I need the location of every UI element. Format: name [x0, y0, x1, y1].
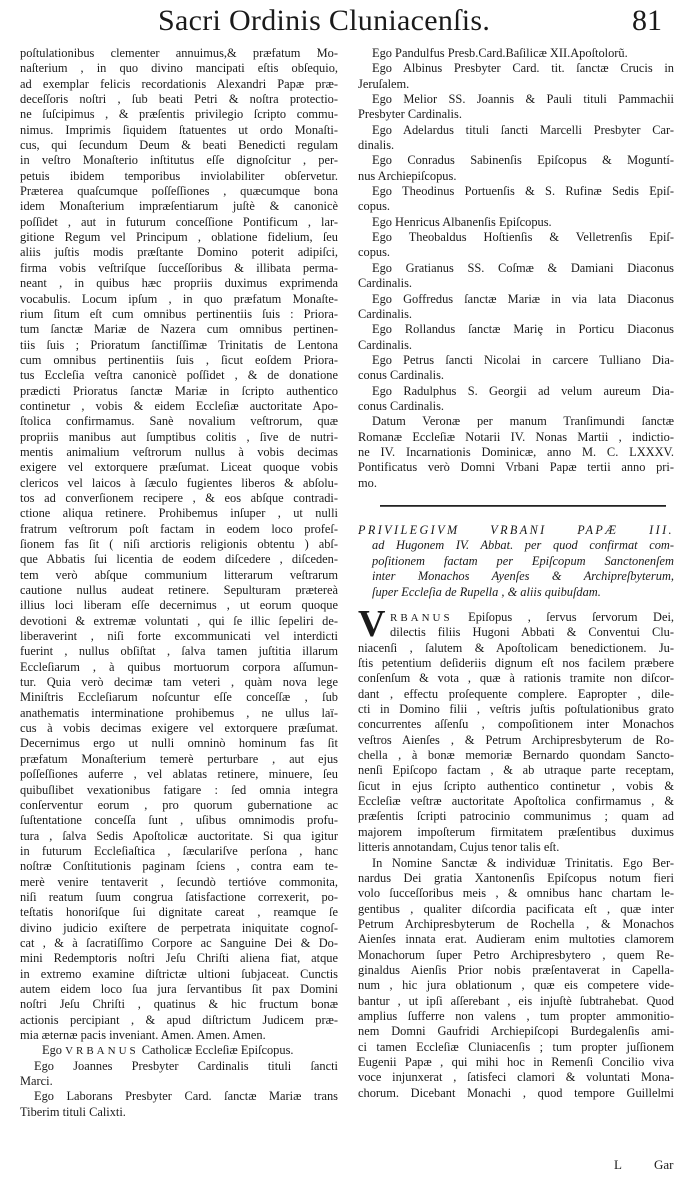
body-line: mia æternæ pacis inveniant. Amen. Amen. Amen.: [20, 1028, 266, 1042]
heading-line: ſuper Eccleſia de Rupella , & aliis quibuſdam.: [372, 584, 601, 599]
body-line: tus Eccleſia veſtra canonicè poſſidet , & de donatione: [20, 368, 338, 383]
signature-line: Ego Theobaldus Hoſtienſis & Velletrenſis Epiſ-: [372, 230, 674, 245]
heading-line: poſitionem factam per Epiſcopum Sanctonenſem: [372, 553, 674, 568]
signature-line: Ego Gratianus SS. Coſmæ & Damiani Diaconus: [372, 260, 674, 275]
body-line: Eccleſiæ veſtræ auctoritate Apoſtolica confirmamus , &: [358, 794, 674, 809]
signature-laborans-cont: Tiberim tituli Calixti.: [20, 1104, 126, 1119]
signature-line-cont: copus.: [358, 199, 391, 214]
body-line: chorum. Dicebant Monachi , quod tempore Guillelmi: [358, 1085, 674, 1100]
body-line: fratrum veſtrorum poſt factam in eodem loco profeſ-: [20, 521, 338, 536]
body-line: tos ad converſionem recipere , & eos abſque contradi-: [20, 490, 338, 505]
body-line: ad exemplar felicis recordationis Alexandri Papæ præ-: [20, 76, 338, 91]
para2-first-line: In Nomine Sanctæ & individuæ Trinitatis. Ego Ber-: [372, 855, 674, 870]
body-line: nimus. Imprimis ſiquidem ſtatuentes ut ordo Monaſti-: [20, 122, 338, 137]
body-line: poſſidet , aut in futurum conceſſione Pontificum , lar-: [20, 214, 338, 229]
body-line: volo ſucceſſoribus meis , & omnibus hanc chartam le-: [358, 886, 674, 901]
body-line: litteris annotandam, Cujus tenor talis eſt.: [358, 840, 560, 855]
body-line: illius loci liberam eſſe decernimus , ut eorum quoque: [20, 598, 338, 613]
body-line: ginaldus Aienſis Prior nobis præſentaverat in Capella-: [358, 962, 674, 977]
signature-line-cont: copus.: [358, 245, 391, 260]
body-first-line: [358, 610, 674, 625]
section-divider: [380, 505, 666, 507]
page-number: 81: [632, 4, 662, 37]
datum-paragraph: [358, 414, 674, 491]
body-line: neant , in quibus hæc propriis duximus exprimenda: [20, 276, 338, 291]
heading-line: inter Monachos Ayenſes & Archipreſbyterum,: [372, 569, 674, 584]
signature-line: Ego Rollandus ſanctæ Mariȩ in Porticu Diaconus: [372, 322, 674, 337]
body-line: veſtros Aienſes , & Petrum Archipresbyterum de Ro-: [358, 732, 674, 747]
body-line: mentis animalium veſtrorum nullus à vobis decimas: [20, 444, 338, 459]
left-column: [20, 46, 338, 1120]
body-line: vocabulis. Locum ipſum , in quo præfatum Monaſte-: [20, 291, 338, 306]
body-line: firma vobis veſtriſque ſucceſſoribus & illibata perma-: [20, 260, 338, 275]
body-line: gentibus , qualiter diſcordia pacificata eſt , quæ inter: [358, 901, 674, 916]
body-line: ci tamen Eccleſiæ Cluniacenſis ; tum propter juſſionem: [358, 1039, 674, 1054]
left-body-text: [20, 46, 338, 1043]
body-line: continetur , vobis & eidem Eccleſiæ auctoritate Apo-: [20, 398, 338, 413]
body-line: idem Monaſterium impræſentiarum juſtè & canonicè: [20, 199, 338, 214]
body-line: ſuſtentatione conceſſa ſunt , uſibus omnimodis profu-: [20, 813, 338, 828]
body-line: que Abbatis ſui licentia de eodem diſcedere , diſceden-: [20, 552, 338, 567]
body-line: rium ſitum eſt cum omnibus pertinentiis ſuis : Priora-: [20, 306, 338, 321]
signature-line-cont: Presbyter Cardinalis.: [358, 107, 462, 122]
body-line: Decernimus ergo ut nulli omninò hominum fas ſit: [20, 736, 338, 751]
first-line-rest: Epiſopus , ſervus ſervorum Dei,: [452, 610, 674, 624]
signature-urbanus: [20, 1043, 338, 1058]
body-line: autem eidem loco ſua jura ſervantibus ſit pax Domini: [20, 981, 338, 996]
body-line: ne ſuſcipimus , & præſentis privilegio ſcripto commu-: [20, 107, 338, 122]
body-line: præſentis ſcripti patrocinio communimus ; quam ad: [358, 809, 674, 824]
body-line: tum ſanctæ Mariæ de Nazera cum omnibus pertinen-: [20, 322, 338, 337]
body-line: cus à vobis decimas exigere vel extorquere præſumat.: [20, 721, 338, 736]
signature-line: Ego Theodinus Portuenſis & S. Rufinæ Sedis Epiſ-: [372, 184, 674, 199]
body-line: noſtræ Conſtitutionis paginam ſciens , contra eam te-: [20, 859, 338, 874]
body-line: chella , à bonæ memoriæ Bernardo quondam Sancto-: [358, 748, 674, 763]
cardinal-signatures: [358, 46, 674, 414]
body-line: tur. Quia verò decimæ tam veteri , quàm nova lege: [20, 675, 338, 690]
body-line: aliis juſtis modis præſtante Domino poterit adipiſci,: [20, 245, 338, 260]
body-line: ſicut in ejus ſcripto authentico continetur , vobis &: [358, 778, 674, 793]
body-line: nenſi Epiſcopo factam , & ab utraque parte receptam,: [358, 763, 674, 778]
caps-text: RBANUS: [390, 612, 453, 624]
page-header: [0, 4, 694, 44]
body-line: cautione nullus audeat retinere. Sepulturam prætereà: [20, 583, 338, 598]
heading-title: PRIVILEGIVM VRBANI PAPÆ III.: [358, 522, 674, 537]
body-line: deceſſoris noſtri , ſub beati Petri & noſtra protectio-: [20, 92, 338, 107]
drop-cap: V: [358, 603, 386, 645]
body-line: præfatum Monaſterium temerè perturbare , aut ejus: [20, 751, 338, 766]
signature-line-cont: conus Cardinalis.: [358, 368, 445, 383]
body-line: anathematis interminatione prohibemus , ne ullus laï-: [20, 705, 338, 720]
body-line: Miniſtris Eccleſiarum noſcuntur eſſe conceſſæ , ſub: [20, 690, 338, 705]
body-line: poſſeſſiones auferre , vel ablatas retinere, minuere, ſeu: [20, 767, 338, 782]
signature-line-cont: nus Archiepiſcopus.: [358, 168, 457, 183]
running-title: Sacri Ordinis Cluniacenſis.: [158, 4, 491, 37]
body-line: in veſtro Monaſterio inſtitutus eſſe dignoſcitur , per-: [20, 153, 338, 168]
catchword: Gar: [654, 1157, 674, 1172]
signature-joannes-cont: Marci.: [20, 1074, 53, 1089]
signature-line: Ego Goffredus ſanctæ Mariæ in via lata Diaconus: [372, 291, 674, 306]
body-line: merè venire tentaverit , ſecundò tertióve commonita,: [20, 874, 338, 889]
body-line: cus, qui ſecundum Deum & beati Benedicti regulam: [20, 138, 338, 153]
body-line: concurrentes aſſenſu , compoſitionem inter Monachos: [358, 717, 674, 732]
body-line: num , hic jura oblationum , quæ eis competere vide-: [358, 978, 674, 993]
body-line: niſi reatum ſuum congrua ſatisfactione correxerit, po-: [20, 889, 338, 904]
heading-line: ad Hugonem IV. Abbat. per quod confirmat com-: [372, 538, 674, 553]
body-second-line: dilectis filiis Hugoni Abbati & Conventui Clu-: [390, 625, 674, 640]
body-lines: [358, 641, 674, 856]
datum-line: ne IV. Incarnationis Dominicæ, anno M. C. LXXXV.: [358, 444, 674, 459]
privilege-body: [358, 603, 674, 1101]
signature-line-cont: Cardinalis.: [358, 276, 413, 291]
body-line: conſerventur eorum , pro quorum gubernatione ac: [20, 797, 338, 812]
body-line: Aienſes innata erat. Audieram enim multoties clamorem: [358, 932, 674, 947]
body-line: tem verò abſque communium litterarum veſtrarum: [20, 567, 338, 582]
body-line: dant , effectu proſequente complere. Eapropter , dile-: [358, 686, 674, 701]
signature-line: Ego Pandulfus Presb.Card.Baſilicæ XII.Apoſtolorũ.: [372, 46, 628, 60]
body-line: tura , ſalva Sedis Apoſtolicæ auctoritate. Si qua igitur: [20, 828, 338, 843]
datum-line: mo.: [358, 475, 377, 490]
body-line: ſtolica confirmamus. Sanè novalium veſtrorum, quæ: [20, 414, 338, 429]
signature-line-cont: Cardinalis.: [358, 337, 413, 352]
datum-line: Romanæ Eccleſiæ Notarii IV. Nonas Martii , indictio-: [358, 429, 674, 444]
signature-line-cont: conus Cardinalis.: [358, 398, 445, 413]
body-line: naſterium , in quo divino mancipati eſtis obſequio,: [20, 61, 338, 76]
body-line: prædicti Prioratus ſanctæ Mariæ in ſcripto authentico: [20, 383, 338, 398]
signature-line-cont: Jeruſalem.: [358, 76, 410, 91]
body-line: tiis ſuis ; Prioratum ſanctiſſimæ Trinitatis de Lentona: [20, 337, 338, 352]
signature-name: VRBANUS: [65, 1045, 139, 1058]
body-line: cum omnibus pertinentiis ſuis , ſicut eoſdem Priora-: [20, 352, 338, 367]
body-line: amplius ſufferre non valens , tum propter ammonitio-: [358, 1008, 674, 1023]
body-line: in futurum Eccleſiaſtica , ſæculariſve perſona , hanc: [20, 843, 338, 858]
section-heading: [358, 523, 674, 600]
body-line: actionis percipiant , & apud diſtrictum Judicem præ-: [20, 1012, 338, 1027]
signature-line: Ego Henricus Albanenſis Epiſcopus.: [372, 214, 552, 229]
body-line: Eugenii Papæ , qui mihi hoc in Remenſi Concilio viva: [358, 1054, 674, 1069]
para2-lines: [358, 871, 674, 1101]
signature-line: Ego Conradus Sabinenſis Epiſcopus & Moguntí-: [372, 153, 674, 168]
body-line: Eccleſiarum , à quibus mortuorum corpora aſſumun-: [20, 659, 338, 674]
datum-line: Datum Veronæ per manum Tranſimundi ſanctæ: [372, 414, 674, 429]
body-line: Petrum Archipresbyterum de Rochella , & Monachos: [358, 916, 674, 931]
signature-rest: Catholicæ Eccleſiæ Epiſcopus.: [138, 1043, 294, 1058]
signature-line: Ego Albinus Presbyter Card. tit. ſanctæ Crucis in: [372, 61, 674, 76]
signature-line-cont: dinalis.: [358, 138, 395, 153]
body-line: niacenſi , ſalutem & Apoſtolicam benedictionem. Ju-: [358, 640, 674, 655]
signature-joannes: Ego Joannes Presbyter Cardinalis tituli ſancti: [34, 1058, 338, 1073]
body-line: voce injunxerat , ſatisfeci clamori & voluntati Mona-: [358, 1070, 674, 1085]
body-line: conſenſum & vota , quæ à rationis tramite non diſcor-: [358, 671, 674, 686]
body-line: petuis ibidem temporibus inviolabiliter obſervetur.: [20, 168, 338, 183]
body-line: exigere vel extorquere præſumat. Liceat quoque vobis: [20, 460, 338, 475]
body-line: in extremo examine diſtrictæ ultioni ſubjaceat. Cunctis: [20, 966, 338, 981]
body-line: nem Domni Gaufridi Archiepiſcopi Burdegalenſis ami-: [358, 1024, 674, 1039]
signature-laborans: Ego Laborans Presbyter Card. ſanctæ Mariæ trans: [34, 1089, 338, 1104]
signature-line: Ego Radulphus S. Georgii ad velum aureum Dia-: [372, 383, 674, 398]
signature-prefix: Ego: [42, 1043, 66, 1058]
body-line: cat , & à ſacratiſſimo Corpore ac Sanguine Dei & Do-: [20, 935, 338, 950]
right-column: [358, 46, 674, 1101]
signature-line-cont: Cardinalis.: [358, 306, 413, 321]
body-line: ctione aliqua retinere. Prohibemus inſuper , ut nulli: [20, 506, 338, 521]
body-line: noſtri Jeſu Chriſti , quatinus & hic fructum bonæ: [20, 997, 338, 1012]
body-line: mini Redemptoris noſtri Jeſu Chriſti aliena fiat, atque: [20, 951, 338, 966]
body-line: quibuſlibet vexationibus fatigare : ſed omnia integra: [20, 782, 338, 797]
body-line: devotioni & extremæ voluntati , qui ſe illic ſepeliri de-: [20, 613, 338, 628]
body-line: ſionem fas ſit ( niſi arctioris religionis obtentu ) abſ-: [20, 537, 338, 551]
body-line: Monachorum ſuper Petro Archipresbytero , quem Re-: [358, 947, 674, 962]
body-line: divino judicio exiſtere de perpetrata iniquitate cognoſ-: [20, 920, 338, 935]
body-line: teſtatis honoriſque ſui dignitate careat , reamque ſe: [20, 905, 338, 920]
body-line: fuerint , nullus obſiſtat , ſalva tamen juſtitia illarum: [20, 644, 338, 659]
body-line: majorem impoſterum firmitatem præſentibus duximus: [358, 824, 674, 839]
signature-line: Ego Adelardus tituli ſancti Marcelli Presbyter Car-: [372, 122, 674, 137]
body-line: ſtis petentium deſideriis dignum eſt nos facilem præbere: [358, 656, 674, 671]
signature-mark: L: [614, 1157, 622, 1172]
body-line: Præterea quaſcumque poſſeſſiones , quæcumque bona: [20, 184, 338, 199]
body-line: cti in Domino filii , veſtris juſtis poſtulationibus grato: [358, 702, 674, 717]
body-line: gitione Regum vel Principum , oblatione fidelium, ſeu: [20, 230, 338, 245]
body-line: propriis manibus aut ſumptibus colitis , ſive de nutri-: [20, 429, 338, 444]
body-line: liberaverint , niſi forte excommunicati vel interdicti: [20, 629, 338, 644]
body-line: nardus Dei gratia Xantonenſis Epiſcopus notum fieri: [358, 870, 674, 885]
body-line: clericos vel laicos à ſæculo fugientes liberos & abſolu-: [20, 475, 338, 490]
body-line: poſtulationibus clementer annuimus,& præfatum Mo-: [20, 46, 338, 60]
body-line: bantur , ut ipſi aſſerebant , eis injuſtè ſubtrahebat. Quod: [358, 993, 674, 1008]
signature-line: Ego Melior SS. Joannis & Pauli tituli Pammachii: [372, 92, 674, 107]
signature-line: Ego Petrus ſancti Nicolai in carcere Tulliano Dia-: [372, 352, 674, 367]
datum-line: Pontificatus verò Domni Vrbani Papæ tertii anno pri-: [358, 460, 674, 475]
